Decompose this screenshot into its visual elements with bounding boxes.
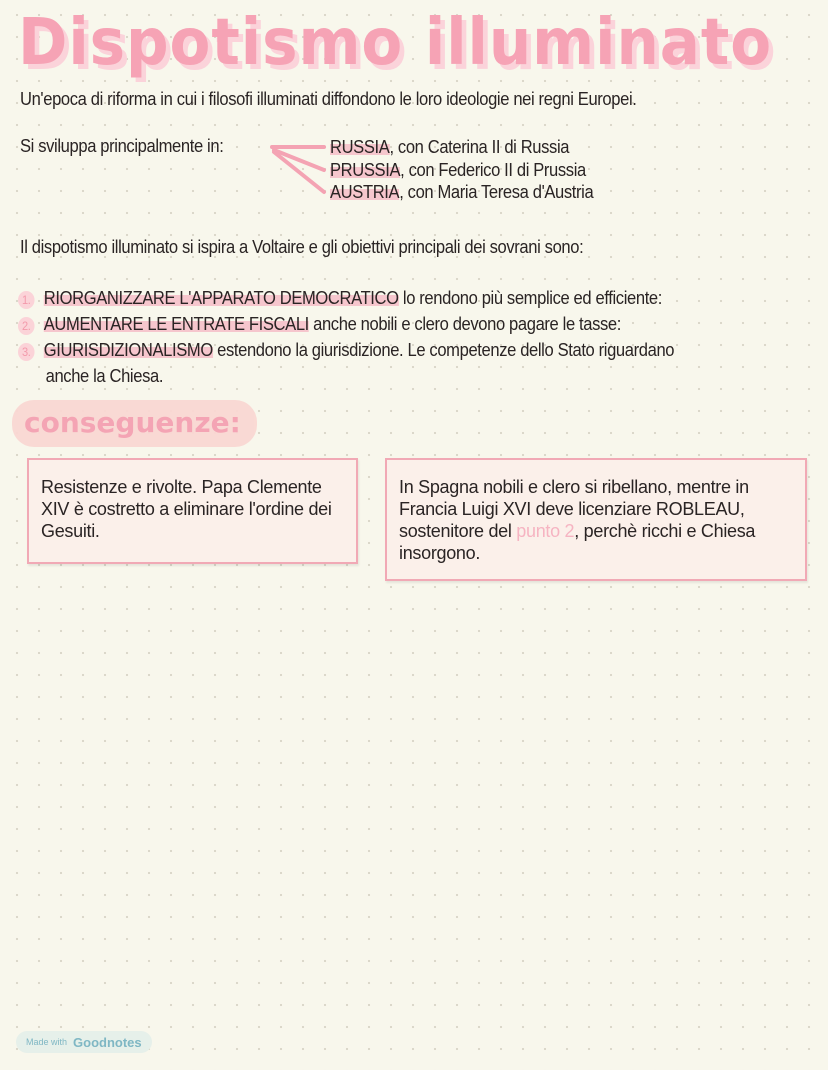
objectives-list <box>18 285 674 389</box>
goodnotes-logo: Goodnotes <box>73 1034 142 1050</box>
objective-continuation: anche la Chiesa. <box>45 366 164 386</box>
consequence-text: Resistenze e rivolte. Papa Clemente XIV è costretto a eliminare l'ordine dei Gesuiti. <box>41 477 332 541</box>
consequence-text: In Spagna nobili e clero si ribellano, mentre in Francia Luigi XVI deve licenziare ROBLEAU, sostenitore del punto 2, perchè ricchi e Chiesa insorgono. <box>399 477 756 563</box>
countries-list <box>330 136 593 204</box>
point-reference: punto 2 <box>516 521 575 541</box>
develops-label: Si sviluppa principalmente in: <box>20 136 224 156</box>
consequences-heading: conseguenze: <box>12 400 257 447</box>
consequence-box-left <box>27 458 358 564</box>
country-item: PRUSSIA, con Federico II di Prussia <box>330 159 586 180</box>
country-item: AUSTRIA, con Maria Teresa d'Austria <box>330 182 594 202</box>
objective-item: 1. RIORGANIZZARE L'APPARATO DEMOCRATICO lo rendono più semplice ed efficiente: <box>18 285 674 311</box>
country-item: RUSSIA, con Caterina II di Russia <box>330 137 570 157</box>
branch-lines-icon <box>268 140 330 200</box>
consequence-box-right <box>385 458 807 581</box>
objectives-intro: Il dispotismo illuminato si ispira a Voltaire e gli obiettivi principali dei sovrani sono: <box>20 237 584 257</box>
page-title: Dispotismo illuminato <box>18 6 773 80</box>
objective-item: 3. GIURISDIZIONALISMO estendono la giurisdizione. Le competenze dello Stato riguardano <box>18 337 674 363</box>
goodnotes-badge[interactable] <box>16 1031 152 1053</box>
objective-item: 2. AUMENTARE LE ENTRATE FISCALI anche nobili e clero devono pagare le tasse: <box>18 311 674 337</box>
intro-text: Un'epoca di riforma in cui i filosofi illuminati diffondono le loro ideologie nei regni Europei. <box>20 89 637 109</box>
made-with-label: Made with <box>26 1037 68 1047</box>
